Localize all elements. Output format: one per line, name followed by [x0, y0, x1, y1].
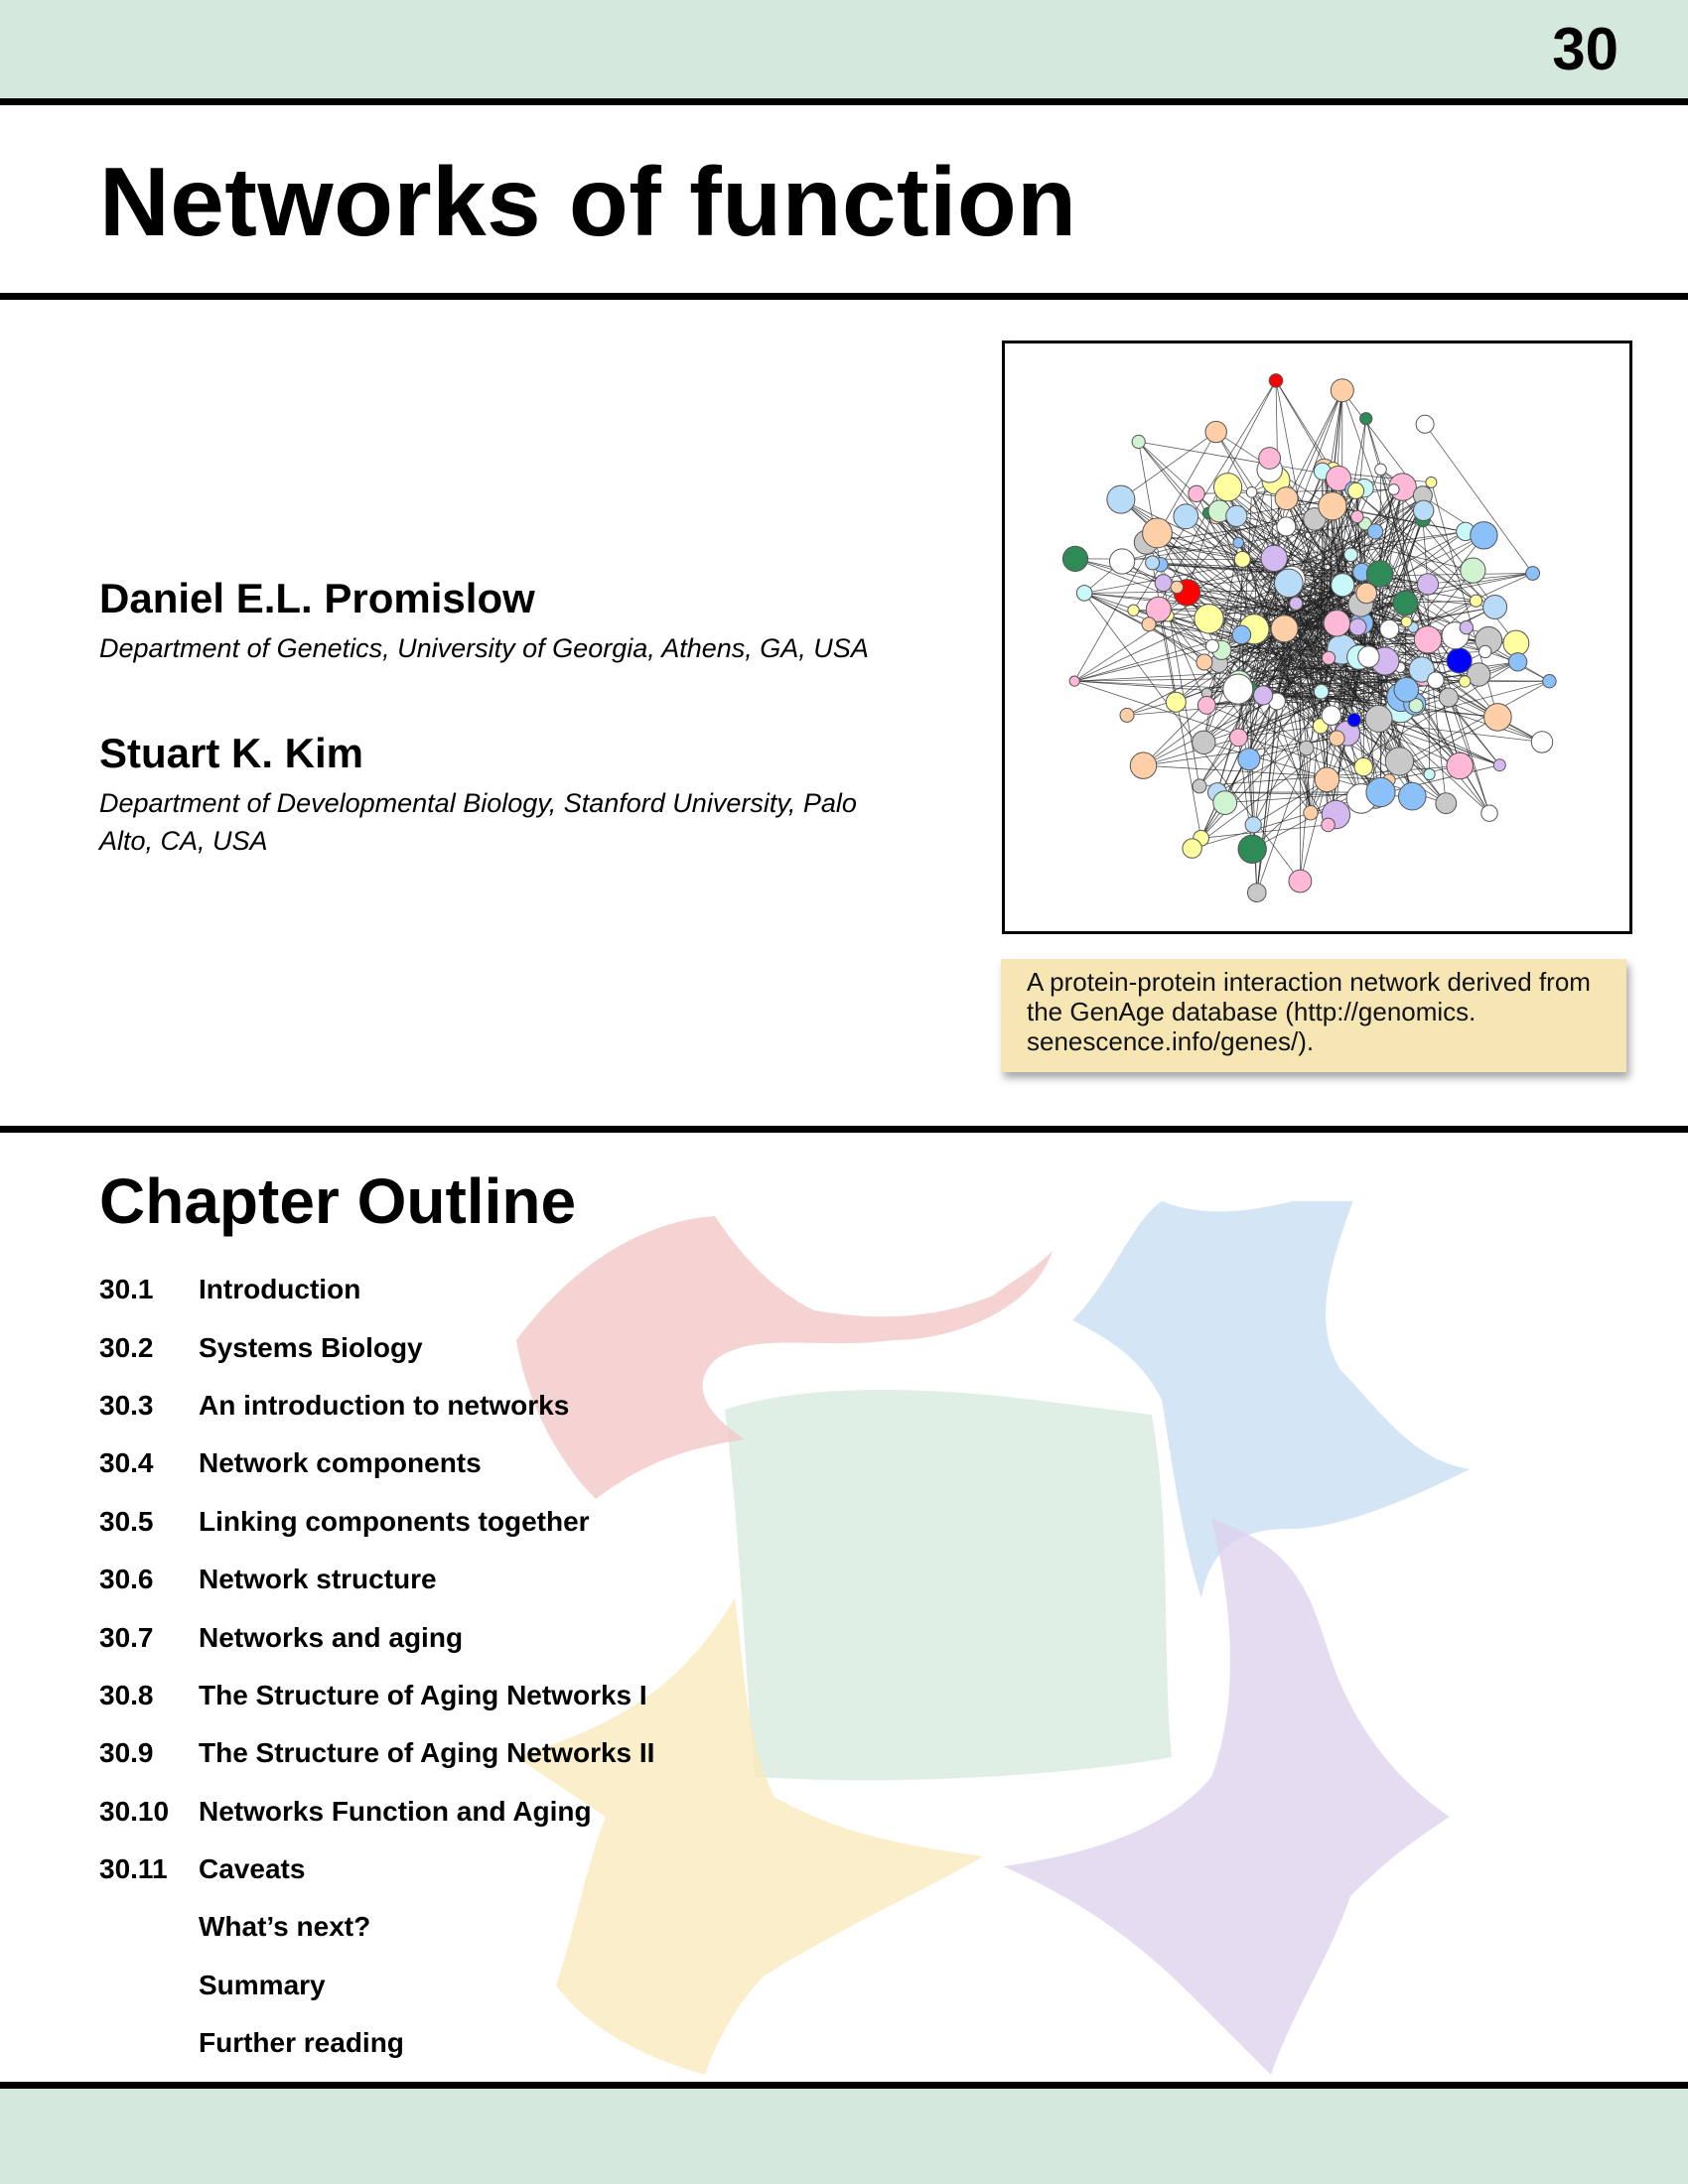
- outline-item-number: 30.1: [99, 1274, 154, 1305]
- outline-item: [99, 1493, 1092, 1551]
- outline-item-label: The Structure of Aging Networks I: [199, 1679, 647, 1710]
- network-graph: [1005, 343, 1629, 931]
- network-node: [1508, 653, 1526, 671]
- network-node: [1354, 757, 1372, 775]
- network-edge: [1425, 424, 1533, 573]
- network-node: [1196, 654, 1212, 670]
- network-node: [1368, 524, 1383, 539]
- chapter-title: Networks of function: [99, 147, 1077, 256]
- network-node: [1417, 574, 1438, 595]
- network-node: [1347, 714, 1360, 727]
- network-node: [1399, 782, 1427, 810]
- network-node: [1233, 537, 1244, 548]
- network-node: [1543, 675, 1556, 688]
- network-node: [1447, 752, 1474, 779]
- network-node: [1414, 626, 1441, 653]
- network-node: [1174, 504, 1198, 529]
- outline-item: [99, 1551, 1092, 1608]
- outline-item: [99, 1783, 1092, 1841]
- outline-item-number: 30.9: [99, 1737, 154, 1769]
- network-node: [1226, 505, 1247, 526]
- network-node: [1069, 676, 1079, 686]
- network-node: [1424, 768, 1435, 779]
- network-node: [1331, 379, 1353, 402]
- network-node: [1394, 677, 1419, 702]
- network-node: [1470, 595, 1481, 607]
- outline-item-label: Introduction: [199, 1274, 361, 1305]
- network-node: [1447, 648, 1472, 673]
- footer-band: [0, 2089, 1688, 2184]
- network-node: [1344, 548, 1358, 562]
- outline-item-label: Linking components together: [199, 1505, 590, 1537]
- network-node: [1213, 791, 1237, 815]
- network-node: [1385, 748, 1413, 775]
- author-name: Stuart K. Kim: [99, 730, 364, 776]
- network-node: [1493, 759, 1505, 771]
- network-node: [1483, 596, 1507, 619]
- network-node: [1531, 732, 1552, 752]
- network-node: [1275, 569, 1304, 598]
- outline-item-label: Network structure: [199, 1564, 437, 1595]
- network-node: [1245, 817, 1261, 833]
- outline-item: [99, 2014, 1092, 2072]
- network-node: [1461, 558, 1485, 583]
- header-rule: [0, 98, 1688, 105]
- footer-rule: [0, 2082, 1688, 2089]
- network-node: [1365, 705, 1392, 732]
- network-node: [1484, 704, 1512, 732]
- network-node: [1195, 605, 1223, 633]
- outline-item: [99, 1957, 1092, 2014]
- network-node: [1526, 567, 1540, 581]
- network-node: [1248, 884, 1267, 902]
- network-node: [1416, 415, 1434, 433]
- outline-item-number: 30.11: [99, 1853, 168, 1885]
- network-node: [1366, 777, 1395, 806]
- network-node: [1314, 684, 1329, 699]
- network-node: [1322, 706, 1341, 726]
- network-node: [1143, 518, 1173, 548]
- network-node: [1479, 645, 1491, 657]
- network-node: [1271, 615, 1298, 642]
- network-node: [1388, 484, 1399, 495]
- network-node: [1107, 485, 1135, 513]
- network-node: [1076, 586, 1092, 602]
- author-affiliation: Department of Developmental Biology, Stanford University, Palo Alto, CA, USA: [99, 788, 857, 856]
- network-node: [1166, 692, 1186, 712]
- network-node: [1230, 729, 1248, 747]
- title-rule: [0, 293, 1688, 300]
- network-node: [1460, 620, 1473, 633]
- network-node: [1460, 676, 1471, 687]
- outline-item-label: Systems Biology: [199, 1331, 423, 1363]
- outline-item: [99, 1377, 1092, 1434]
- outline-item-number: 30.4: [99, 1447, 154, 1479]
- network-node: [1183, 839, 1201, 858]
- network-node: [1436, 793, 1457, 814]
- network-node: [1414, 500, 1434, 520]
- outline-item-number: 30.6: [99, 1564, 154, 1595]
- network-node: [1238, 835, 1266, 863]
- outline-item-number: 30.7: [99, 1621, 154, 1653]
- network-node: [1132, 435, 1145, 448]
- network-node: [1426, 477, 1437, 487]
- network-node: [1142, 617, 1156, 631]
- network-node: [1348, 482, 1364, 498]
- outline-item: [99, 1898, 1092, 1956]
- network-node: [1439, 688, 1458, 707]
- network-node: [1259, 448, 1281, 470]
- network-node: [1351, 510, 1363, 522]
- network-node: [1481, 805, 1497, 821]
- network-figure: [1002, 341, 1632, 934]
- outline-item: [99, 1318, 1092, 1376]
- network-node: [1349, 618, 1366, 635]
- outline-item-label: An introduction to networks: [199, 1389, 570, 1421]
- network-node: [1062, 546, 1087, 571]
- network-node: [1205, 421, 1226, 442]
- outline-item-label: Networks Function and Aging: [199, 1795, 592, 1827]
- outline-item: [99, 1608, 1092, 1666]
- network-node: [1277, 517, 1296, 536]
- network-node: [1324, 611, 1349, 636]
- network-node: [1322, 818, 1336, 832]
- network-node: [1261, 545, 1287, 571]
- network-node: [1269, 374, 1283, 388]
- network-node: [1375, 464, 1387, 476]
- outline-item-label: Network components: [199, 1447, 482, 1479]
- network-node: [1234, 552, 1250, 568]
- outline-item: [99, 1841, 1092, 1898]
- network-node: [1110, 549, 1135, 574]
- network-node: [1128, 605, 1139, 615]
- outline-item-number: 30.3: [99, 1389, 154, 1421]
- network-node: [1189, 485, 1204, 501]
- outline-item-label: Networks and aging: [199, 1621, 464, 1653]
- outline-item-label: Further reading: [199, 2027, 404, 2059]
- network-node: [1366, 561, 1393, 588]
- network-node: [1155, 575, 1172, 592]
- outline-item-number: 30.8: [99, 1679, 154, 1710]
- network-node: [1401, 616, 1412, 627]
- network-node: [1330, 731, 1344, 746]
- outline-item-label: Caveats: [199, 1853, 306, 1885]
- network-node: [1360, 413, 1372, 425]
- section-rule: [0, 1126, 1688, 1133]
- outline-item: [99, 1434, 1092, 1492]
- outline-item-number: 30.2: [99, 1331, 154, 1363]
- outline-list: [99, 1261, 1092, 2072]
- network-node: [1471, 522, 1497, 549]
- network-node: [1393, 591, 1418, 615]
- author-2: [99, 729, 874, 860]
- network-edge: [1074, 432, 1216, 681]
- network-node: [1193, 731, 1215, 753]
- network-node: [1299, 741, 1314, 755]
- outline-item-label: Summary: [199, 1969, 326, 2000]
- outline-item-label: The Structure of Aging Networks II: [199, 1737, 655, 1769]
- network-node: [1315, 767, 1339, 792]
- network-node: [1206, 639, 1219, 652]
- outline-item: [99, 1667, 1092, 1724]
- network-node: [1503, 630, 1529, 656]
- network-node: [1214, 474, 1242, 501]
- network-node: [1428, 672, 1444, 688]
- network-node: [1332, 574, 1354, 597]
- network-node: [1246, 487, 1257, 498]
- network-node: [1120, 708, 1134, 722]
- outline-item: [99, 1724, 1092, 1782]
- network-node: [1304, 806, 1318, 820]
- network-node: [1146, 556, 1160, 570]
- outline-title: Chapter Outline: [99, 1165, 577, 1237]
- author-name: Daniel E.L. Promislow: [99, 575, 535, 621]
- network-node: [1323, 651, 1336, 664]
- network-node: [1238, 749, 1260, 770]
- network-node: [1289, 870, 1312, 892]
- outline-item-label: What’s next?: [199, 1911, 371, 1943]
- network-node: [1319, 492, 1346, 520]
- author-1: [99, 574, 874, 667]
- outline-item-number: 30.10: [99, 1795, 170, 1827]
- network-node: [1356, 583, 1377, 604]
- network-node: [1254, 686, 1273, 705]
- network-node: [1223, 674, 1253, 704]
- network-node: [1275, 487, 1298, 510]
- outline-item-number: 30.5: [99, 1505, 154, 1537]
- network-node: [1171, 581, 1183, 593]
- network-node: [1232, 625, 1251, 644]
- figure-caption: A protein-protein interaction network derived from the GenAge database (http://genomics. senescence.info/genes/).: [1001, 959, 1626, 1072]
- chapter-number: 30: [1552, 16, 1618, 82]
- header-band: [0, 0, 1688, 99]
- network-node: [1380, 619, 1399, 638]
- network-node: [1358, 646, 1379, 667]
- network-node: [1197, 697, 1215, 715]
- author-affiliation: Department of Genetics, University of Georgia, Athens, GA, USA: [99, 633, 869, 663]
- network-node: [1193, 779, 1206, 793]
- network-node: [1130, 752, 1156, 778]
- network-node: [1290, 597, 1303, 610]
- outline-item: [99, 1261, 1092, 1318]
